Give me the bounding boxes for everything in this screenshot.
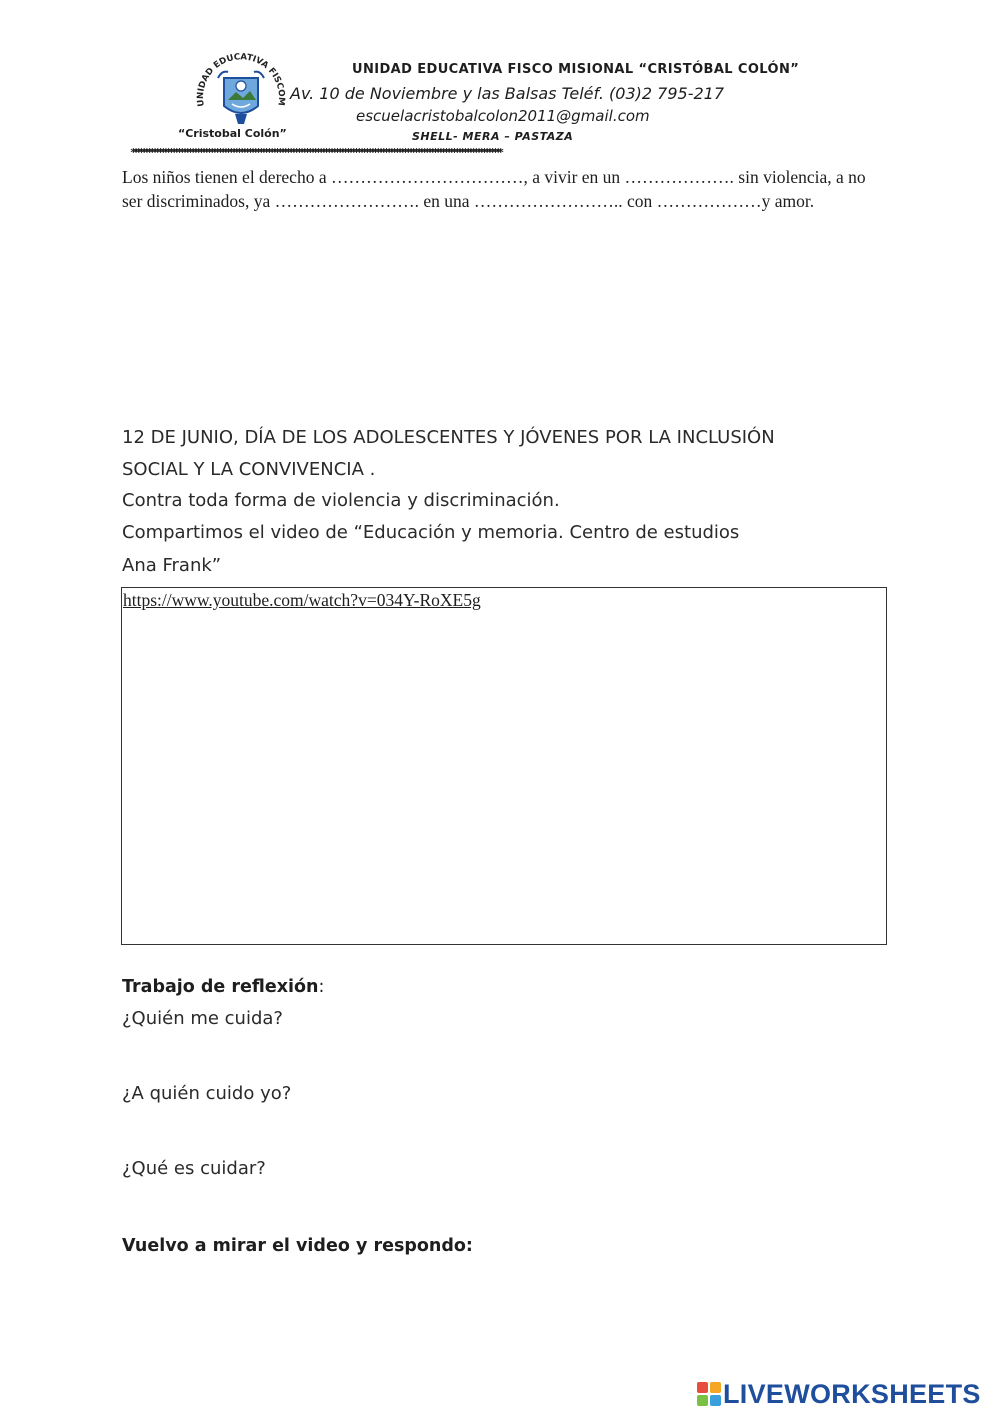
school-city: SHELL- MERA – PASTAZA xyxy=(412,130,574,143)
video-intro-line-2: Ana Frank” xyxy=(122,555,222,576)
video-embed-box[interactable] xyxy=(121,587,887,945)
section-subtitle: Contra toda forma de violencia y discriminación. xyxy=(122,490,560,511)
video-link[interactable]: https://www.youtube.com/watch?v=034Y-RoXE5g xyxy=(123,590,481,610)
reflection-title-text: Trabajo de reflexión xyxy=(122,977,319,997)
school-motto: “Cristobal Colón” xyxy=(178,127,287,140)
school-name: UNIDAD EDUCATIVA FISCO MISIONAL “CRISTÓBAL COLÓN” xyxy=(352,62,800,77)
intro-paragraph: Los niños tienen el derecho a ……………………………, a vivir en un ………………. sin violencia, a no ser discriminados, ya ……………………. en una …………………….. con ………………y amor. xyxy=(122,167,866,211)
liveworksheets-wordmark: LIVEWORKSHEETS xyxy=(723,1378,981,1409)
school-address: Av. 10 de Noviembre y las Balsas Teléf. (03)2 795-217 xyxy=(290,84,725,103)
reflection-title-colon: : xyxy=(318,977,325,997)
rewatch-instruction: Vuelvo a mirar el video y respondo: xyxy=(122,1236,473,1256)
section-heading-line-2: SOCIAL Y LA CONVIVENCIA . xyxy=(122,459,376,480)
header-separator: **************************************************************************************************************************************** xyxy=(130,146,501,159)
question-who-cares-for-me: ¿Quién me cuida? xyxy=(122,1008,283,1029)
reflection-title xyxy=(122,977,324,997)
video-intro-line-1: Compartimos el video de “Educación y memoria. Centro de estudios xyxy=(122,522,740,543)
liveworksheets-brand xyxy=(697,1378,981,1410)
logo-arc-text: UNIDAD EDUCATIVA FISCOM xyxy=(195,52,287,108)
question-who-do-i-care-for: ¿A quién cuido yo? xyxy=(122,1083,292,1104)
question-what-is-caring: ¿Qué es cuidar? xyxy=(122,1158,266,1179)
section-heading-line-1: 12 DE JUNIO, DÍA DE LOS ADOLESCENTES Y JÓVENES POR LA INCLUSIÓN xyxy=(122,427,775,448)
school-email: escuelacristobalcolon2011@gmail.com xyxy=(356,107,650,125)
liveworksheets-logo-icon xyxy=(697,1382,721,1406)
